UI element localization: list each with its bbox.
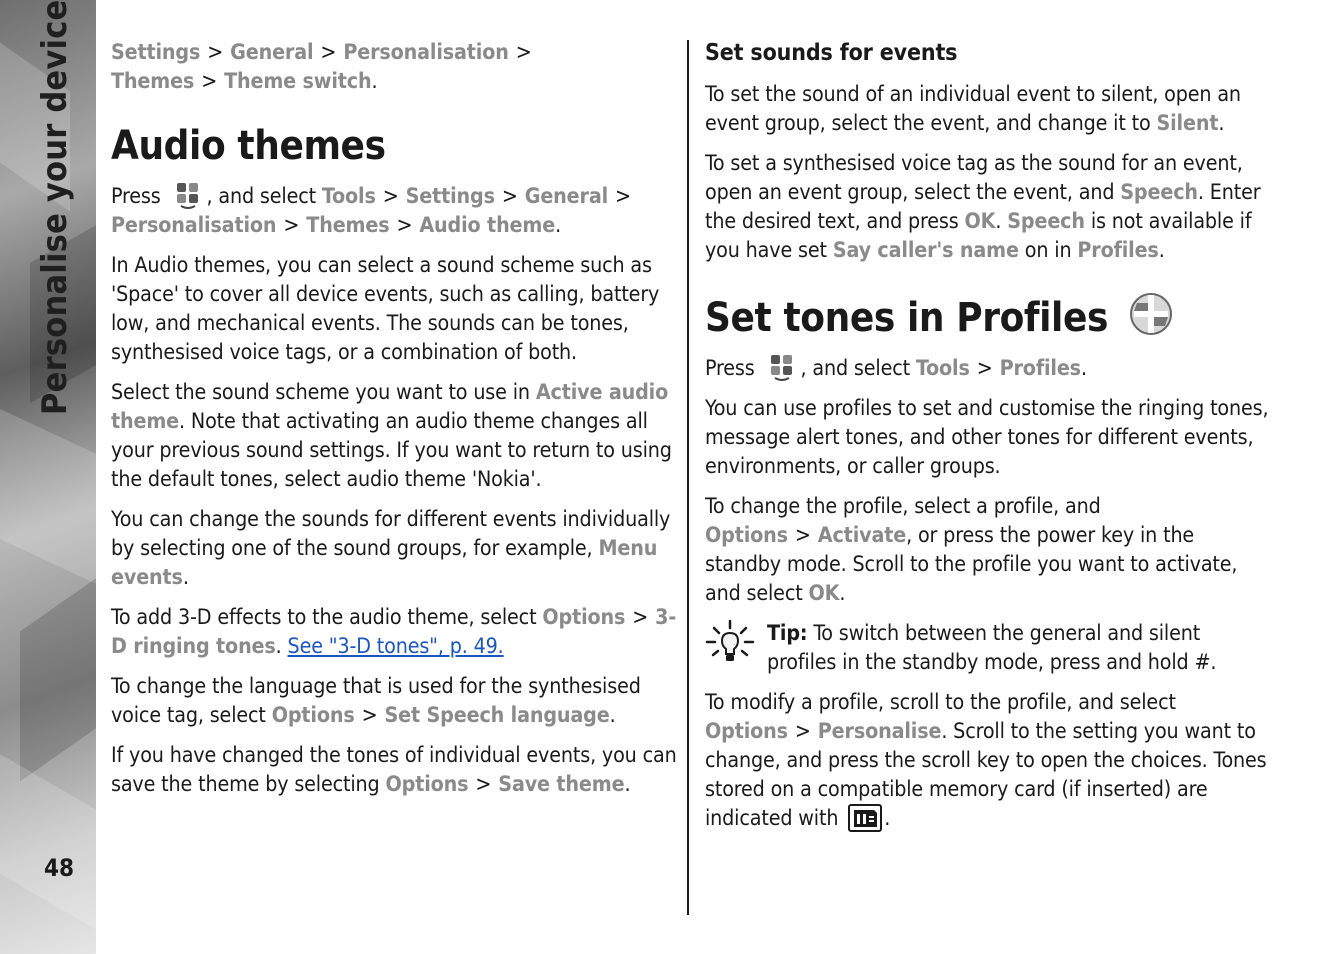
menu-option: Options	[271, 703, 355, 728]
paragraph: If you have changed the tones of individual events, you can save the theme by selecting Options > Save theme.	[111, 743, 677, 797]
paragraph: Press , and select Tools > Settings > General > Personalisation > Themes > Audio theme.	[111, 180, 679, 240]
menu-option: Speech	[1007, 209, 1085, 234]
left-column	[111, 38, 679, 810]
menu-path-item: Tools	[321, 184, 376, 209]
paragraph: In Audio themes, you can select a sound scheme such as 'Space' to cover all device events, such as calling, battery low, and mechanical events. The sounds can be tones, synthesised voice tags, or a combination of both.	[111, 253, 660, 365]
path-separator: >	[615, 184, 631, 209]
menu-path-item: Settings	[405, 184, 495, 209]
subheading-set-sounds-for-events: Set sounds for events	[705, 40, 958, 66]
menu-option: Activate	[817, 523, 907, 548]
paragraph: To set a synthesised voice tag as the sound for an event, open an event group, select the event, and Speech. Enter the desired text, and press OK. Speech is not available if you have set Say caller's name on in Profiles.	[705, 151, 1261, 263]
tip-text: Tip: To switch between the general and silent profiles in the standby mode, press and hold #.	[767, 621, 1217, 675]
menu-option: Options	[542, 605, 626, 630]
memory-card-icon	[848, 804, 882, 832]
cross-reference-link[interactable]: See "3-D tones", p. 49.	[287, 634, 504, 659]
menu-option: Set Speech language	[384, 703, 610, 728]
page-number: 48	[44, 854, 75, 882]
menu-option: Profiles	[1077, 238, 1159, 263]
menu-option: Speech	[1120, 180, 1198, 205]
menu-path-item: Audio theme	[419, 213, 556, 238]
menu-path-item: General	[230, 40, 314, 65]
paragraph: Select the sound scheme you want to use in Active audio theme. Note that activating an audio theme changes all your previous sound settings. If you want to return to using the default tones, select audio theme 'Nokia'.	[111, 380, 672, 492]
menu-path-item: Themes	[111, 69, 195, 94]
paragraph: To modify a profile, scroll to the profile, and select Options > Personalise. Scroll to the setting you want to change, and press the scroll key to open the choices. Tones stored on a compatible memory card (if inserted) are indicated with .	[705, 690, 1267, 831]
menu-key-icon	[767, 352, 797, 382]
menu-option: Save theme	[498, 772, 625, 797]
menu-option: Options	[385, 772, 469, 797]
profiles-icon	[1128, 291, 1174, 337]
menu-path-item: Personalisation	[111, 213, 277, 238]
menu-path-item: Theme switch	[224, 69, 372, 94]
path-separator: >	[632, 605, 649, 630]
paragraph: To change the language that is used for the synthesised voice tag, select Options > Set Speech language.	[111, 674, 641, 728]
path-separator: >	[396, 213, 413, 238]
menu-option: Options	[705, 523, 788, 548]
path-separator: >	[201, 69, 218, 94]
path-separator: >	[361, 703, 378, 728]
menu-path-item: Personalisation	[343, 40, 509, 65]
menu-path-item: Tools	[915, 356, 970, 381]
tip-label: Tip:	[767, 621, 808, 646]
tip-lightbulb-icon	[705, 619, 755, 667]
sidebar	[0, 0, 96, 954]
section-heading-set-tones-in-profiles: Set tones in Profiles	[705, 291, 1273, 342]
paragraph: You can use profiles to set and customise the ringing tones, message alert tones, and other tones for different events, environments, or caller groups.	[705, 396, 1269, 479]
path-separator: >	[320, 40, 337, 65]
paragraph: You can change the sounds for different events individually by selecting one of the sound groups, for example, Menu events.	[111, 507, 671, 590]
menu-path-item: Profiles	[999, 356, 1081, 381]
column-divider	[687, 40, 689, 915]
tip-box	[705, 619, 1273, 677]
paragraph: To set the sound of an individual event to silent, open an event group, select the event, and change it to Silent.	[705, 82, 1241, 136]
path-separator: >	[382, 184, 399, 209]
paragraph: Press , and select Tools > Profiles.	[705, 352, 1273, 383]
menu-option: Options	[705, 719, 788, 744]
menu-option: Silent	[1156, 111, 1219, 136]
path-separator: >	[976, 356, 993, 381]
path-separator: >	[794, 719, 811, 744]
menu-option: Menu events	[111, 536, 658, 590]
menu-option: Personalise	[817, 719, 942, 744]
menu-option: OK	[808, 581, 840, 606]
menu-option: Say caller's name	[832, 238, 1019, 263]
path-separator: >	[515, 40, 532, 65]
menu-option: 3-D ringing tones	[111, 605, 677, 659]
sidebar-chapter-title: Personalise your device	[35, 0, 75, 415]
breadcrumb: Settings > General > Personalisation > Themes > Theme switch.	[111, 40, 532, 94]
paragraph: To add 3-D effects to the audio theme, select Options > 3-D ringing tones. See "3-D tones", p. 49.	[111, 605, 677, 659]
path-separator: >	[475, 772, 492, 797]
right-column	[705, 38, 1273, 844]
paragraph: To change the profile, select a profile, and Options > Activate, or press the power key in the standby mode. Scroll to the profile you want to activate, and select OK.	[705, 494, 1238, 606]
menu-option: OK	[964, 209, 996, 234]
menu-path-item: Settings	[111, 40, 201, 65]
path-separator: >	[207, 40, 224, 65]
path-separator: >	[283, 213, 300, 238]
path-separator: >	[501, 184, 518, 209]
menu-key-icon	[173, 180, 203, 210]
menu-option: Active audio theme	[111, 380, 669, 434]
menu-path-item: General	[524, 184, 609, 209]
path-separator: >	[794, 523, 811, 548]
menu-path-item: Themes	[306, 213, 390, 238]
section-heading-audio-themes: Audio themes	[111, 123, 386, 169]
